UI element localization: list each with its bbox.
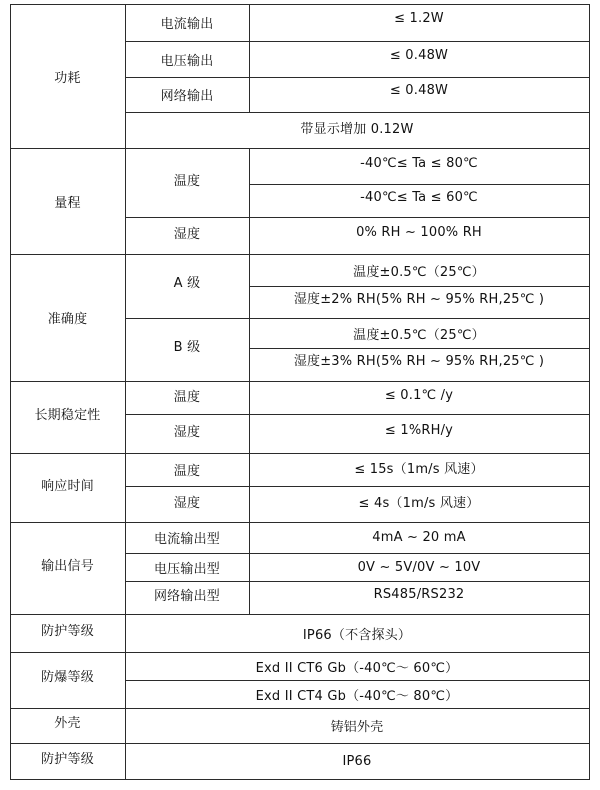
protection-label: 防护等级 xyxy=(41,623,94,639)
stability-temp-value: ≤ 0.1℃ /y xyxy=(384,387,454,403)
output-current-value: 4mA ~ 20 mA xyxy=(372,530,466,545)
housing-label: 外壳 xyxy=(54,715,81,731)
protection2-value: IP66 xyxy=(342,753,372,769)
stability-label: 长期稳定性 xyxy=(34,408,101,423)
power-label: 功耗 xyxy=(54,70,81,86)
explosion-label: 防爆等级 xyxy=(41,669,94,685)
response-hum-value: ≤ 4s（1m/s 风速） xyxy=(358,495,480,511)
output-current-label: 电流输出型 xyxy=(153,532,220,547)
response-temp-value: ≤ 15s（1m/s 风速） xyxy=(354,461,484,477)
stability-hum-label: 湿度 xyxy=(173,424,201,440)
output-network-value: RS485/RS232 xyxy=(373,586,465,602)
accuracy-b-hum: 湿度±3% RH(5% RH ~ 95% RH,25℃ ) xyxy=(293,353,545,369)
output-label: 输出信号 xyxy=(41,559,94,574)
power-voltage-label: 电压输出 xyxy=(160,53,214,69)
accuracy-a-label: A 级 xyxy=(173,276,201,291)
protection2-label: 防护等级 xyxy=(41,751,94,767)
range-hum-value: 0% RH ~ 100% RH xyxy=(356,224,482,240)
response-temp-label: 温度 xyxy=(173,464,201,479)
response-label: 响应时间 xyxy=(41,478,94,494)
power-current-value: ≤ 1.2W xyxy=(394,11,444,26)
rule xyxy=(10,779,590,780)
output-voltage-label: 电压输出型 xyxy=(153,561,220,577)
accuracy-a-hum: 湿度±2% RH(5% RH ~ 95% RH,25℃ ) xyxy=(293,291,545,307)
power-network-label: 网络输出 xyxy=(160,89,214,104)
range-temp-value-2: -40℃≤ Ta ≤ 60℃ xyxy=(360,189,478,205)
output-voltage-value: 0V ~ 5V/0V ~ 10V xyxy=(357,559,481,575)
range-temp-value-1: -40℃≤ Ta ≤ 80℃ xyxy=(360,155,478,171)
power-current-label: 电流输出 xyxy=(160,17,214,32)
stability-hum-value: ≤ 1%RH/y xyxy=(384,422,454,438)
housing-value: 铸铝外壳 xyxy=(330,720,384,735)
power-network-value: ≤ 0.48W xyxy=(389,83,449,98)
accuracy-b-label: B 级 xyxy=(173,340,201,355)
power-display-note: 带显示增加 0.12W xyxy=(300,121,414,137)
explosion-value-2: Exd II CT4 Gb（-40℃～ 80℃） xyxy=(255,688,459,704)
range-label: 量程 xyxy=(54,195,81,211)
explosion-value-1: Exd II CT6 Gb（-40℃～ 60℃） xyxy=(255,660,459,676)
response-hum-label: 湿度 xyxy=(173,495,201,511)
accuracy-label: 准确度 xyxy=(47,312,88,327)
power-voltage-value: ≤ 0.48W xyxy=(389,47,449,63)
rule xyxy=(589,4,590,780)
stability-temp-label: 温度 xyxy=(173,389,201,405)
output-network-label: 网络输出型 xyxy=(153,588,220,604)
range-hum-label: 湿度 xyxy=(173,226,201,242)
accuracy-a-temp: 温度±0.5℃（25℃） xyxy=(353,264,485,280)
range-temp-label: 温度 xyxy=(173,173,201,189)
accuracy-b-temp: 温度±0.5℃（25℃） xyxy=(353,327,485,343)
protection-value: IP66（不含探头） xyxy=(302,627,412,643)
